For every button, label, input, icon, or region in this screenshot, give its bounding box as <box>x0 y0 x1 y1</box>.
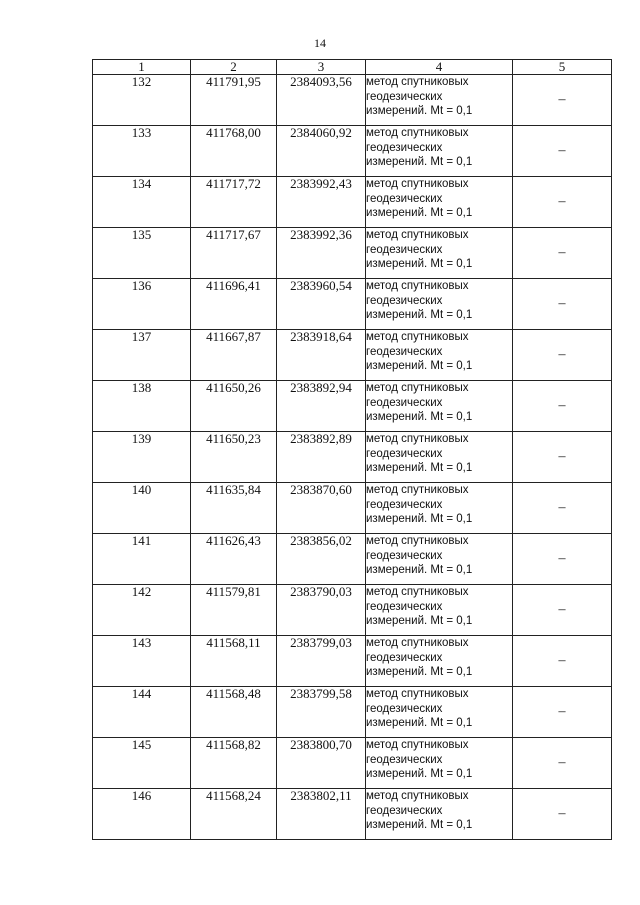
y-coordinate: 2383892,94 <box>277 381 366 432</box>
method-line-2: геодезических <box>366 702 443 715</box>
method-line-2: геодезических <box>366 549 443 562</box>
method-line-3: измерений. Mt = 0,1 <box>366 105 473 118</box>
table-row <box>93 432 612 483</box>
x-coordinate: 411635,84 <box>191 483 277 534</box>
table-row <box>93 738 612 789</box>
y-coordinate: 2383799,58 <box>277 687 366 738</box>
point-number: 137 <box>93 330 191 381</box>
point-number: 146 <box>93 789 191 840</box>
x-coordinate: 411626,43 <box>191 534 277 585</box>
table-row <box>93 330 612 381</box>
description-dash: – <box>513 381 612 432</box>
method-cell <box>366 789 513 840</box>
method-line-1: метод спутниковых <box>366 586 469 598</box>
method-cell <box>366 483 513 534</box>
method-line-1: метод спутниковых <box>366 229 469 241</box>
y-coordinate: 2383870,60 <box>277 483 366 534</box>
method-line-3: измерений. Mt = 0,1 <box>366 717 473 730</box>
method-line-1: метод спутниковых <box>366 382 469 394</box>
y-coordinate: 2383892,89 <box>277 432 366 483</box>
y-coordinate: 2383918,64 <box>277 330 366 381</box>
method-line-2: геодезических <box>366 600 443 613</box>
method-line-2: геодезических <box>366 804 443 817</box>
point-number: 139 <box>93 432 191 483</box>
method-line-3: измерений. Mt = 0,1 <box>366 156 473 169</box>
method-line-2: геодезических <box>366 447 443 460</box>
description-dash: – <box>513 585 612 636</box>
column-header-5: 5 <box>513 60 612 75</box>
table-body <box>93 60 612 840</box>
y-coordinate: 2384060,92 <box>277 126 366 177</box>
table-row <box>93 126 612 177</box>
x-coordinate: 411667,87 <box>191 330 277 381</box>
method-line-1: метод спутниковых <box>366 790 469 802</box>
method-line-2: геодезических <box>366 498 443 511</box>
method-cell <box>366 126 513 177</box>
x-coordinate: 411717,72 <box>191 177 277 228</box>
x-coordinate: 411650,26 <box>191 381 277 432</box>
method-cell <box>366 636 513 687</box>
method-cell <box>366 738 513 789</box>
method-line-1: метод спутниковых <box>366 331 469 343</box>
method-line-1: метод спутниковых <box>366 178 469 190</box>
method-line-3: измерений. Mt = 0,1 <box>366 360 473 373</box>
x-coordinate: 411568,82 <box>191 738 277 789</box>
x-coordinate: 411568,48 <box>191 687 277 738</box>
column-header-1: 1 <box>93 60 191 75</box>
method-line-1: метод спутниковых <box>366 433 469 445</box>
x-coordinate: 411768,00 <box>191 126 277 177</box>
method-line-2: геодезических <box>366 243 443 256</box>
description-dash: – <box>513 177 612 228</box>
method-cell <box>366 330 513 381</box>
point-number: 134 <box>93 177 191 228</box>
table-row <box>93 636 612 687</box>
point-number: 142 <box>93 585 191 636</box>
table-row <box>93 687 612 738</box>
method-cell <box>366 432 513 483</box>
method-line-3: измерений. Mt = 0,1 <box>366 666 473 679</box>
y-coordinate: 2383960,54 <box>277 279 366 330</box>
description-dash: – <box>513 636 612 687</box>
method-line-2: геодезических <box>366 753 443 766</box>
point-number: 135 <box>93 228 191 279</box>
method-line-3: измерений. Mt = 0,1 <box>366 513 473 526</box>
method-cell <box>366 228 513 279</box>
method-line-3: измерений. Mt = 0,1 <box>366 819 473 832</box>
y-coordinate: 2383992,36 <box>277 228 366 279</box>
y-coordinate: 2383992,43 <box>277 177 366 228</box>
table-row <box>93 534 612 585</box>
x-coordinate: 411650,23 <box>191 432 277 483</box>
method-line-2: геодезических <box>366 141 443 154</box>
x-coordinate: 411696,41 <box>191 279 277 330</box>
method-line-3: измерений. Mt = 0,1 <box>366 411 473 424</box>
method-line-1: метод спутниковых <box>366 688 469 700</box>
description-dash: – <box>513 432 612 483</box>
table-row <box>93 75 612 126</box>
method-line-2: геодезических <box>366 294 443 307</box>
description-dash: – <box>513 330 612 381</box>
page-number: 14 <box>314 36 326 50</box>
method-line-3: измерений. Mt = 0,1 <box>366 768 473 781</box>
description-dash: – <box>513 534 612 585</box>
x-coordinate: 411791,95 <box>191 75 277 126</box>
method-line-3: измерений. Mt = 0,1 <box>366 462 473 475</box>
y-coordinate: 2384093,56 <box>277 75 366 126</box>
point-number: 143 <box>93 636 191 687</box>
method-line-1: метод спутниковых <box>366 739 469 751</box>
description-dash: – <box>513 279 612 330</box>
method-cell <box>366 177 513 228</box>
point-number: 132 <box>93 75 191 126</box>
description-dash: – <box>513 75 612 126</box>
method-cell <box>366 75 513 126</box>
method-line-1: метод спутниковых <box>366 76 469 88</box>
point-number: 138 <box>93 381 191 432</box>
table-row <box>93 177 612 228</box>
method-line-2: геодезических <box>366 90 443 103</box>
method-line-1: метод спутниковых <box>366 127 469 139</box>
method-cell <box>366 687 513 738</box>
x-coordinate: 411717,67 <box>191 228 277 279</box>
description-dash: – <box>513 483 612 534</box>
point-number: 136 <box>93 279 191 330</box>
method-line-3: измерений. Mt = 0,1 <box>366 615 473 628</box>
column-header-2: 2 <box>191 60 277 75</box>
point-number: 133 <box>93 126 191 177</box>
y-coordinate: 2383802,11 <box>277 789 366 840</box>
method-line-2: геодезических <box>366 651 443 664</box>
y-coordinate: 2383790,03 <box>277 585 366 636</box>
method-line-3: измерений. Mt = 0,1 <box>366 564 473 577</box>
point-number: 144 <box>93 687 191 738</box>
method-line-2: геодезических <box>366 192 443 205</box>
method-cell <box>366 585 513 636</box>
x-coordinate: 411568,11 <box>191 636 277 687</box>
description-dash: – <box>513 228 612 279</box>
point-number: 141 <box>93 534 191 585</box>
x-coordinate: 411579,81 <box>191 585 277 636</box>
column-header-3: 3 <box>277 60 366 75</box>
y-coordinate: 2383800,70 <box>277 738 366 789</box>
y-coordinate: 2383856,02 <box>277 534 366 585</box>
table-row <box>93 585 612 636</box>
method-cell <box>366 381 513 432</box>
method-line-1: метод спутниковых <box>366 535 469 547</box>
method-line-3: измерений. Mt = 0,1 <box>366 258 473 271</box>
header-row <box>93 60 612 75</box>
table-row <box>93 483 612 534</box>
table-row <box>93 381 612 432</box>
method-cell <box>366 279 513 330</box>
point-number: 145 <box>93 738 191 789</box>
x-coordinate: 411568,24 <box>191 789 277 840</box>
table-row <box>93 228 612 279</box>
column-header-4: 4 <box>366 60 513 75</box>
method-line-3: измерений. Mt = 0,1 <box>366 207 473 220</box>
method-line-2: геодезических <box>366 396 443 409</box>
description-dash: – <box>513 687 612 738</box>
method-line-3: измерений. Mt = 0,1 <box>366 309 473 322</box>
y-coordinate: 2383799,03 <box>277 636 366 687</box>
table-row <box>93 789 612 840</box>
method-line-1: метод спутниковых <box>366 280 469 292</box>
method-line-1: метод спутниковых <box>366 484 469 496</box>
method-line-1: метод спутниковых <box>366 637 469 649</box>
description-dash: – <box>513 738 612 789</box>
coordinates-table <box>92 59 612 840</box>
point-number: 140 <box>93 483 191 534</box>
method-cell <box>366 534 513 585</box>
method-line-2: геодезических <box>366 345 443 358</box>
description-dash: – <box>513 789 612 840</box>
description-dash: – <box>513 126 612 177</box>
table-row <box>93 279 612 330</box>
